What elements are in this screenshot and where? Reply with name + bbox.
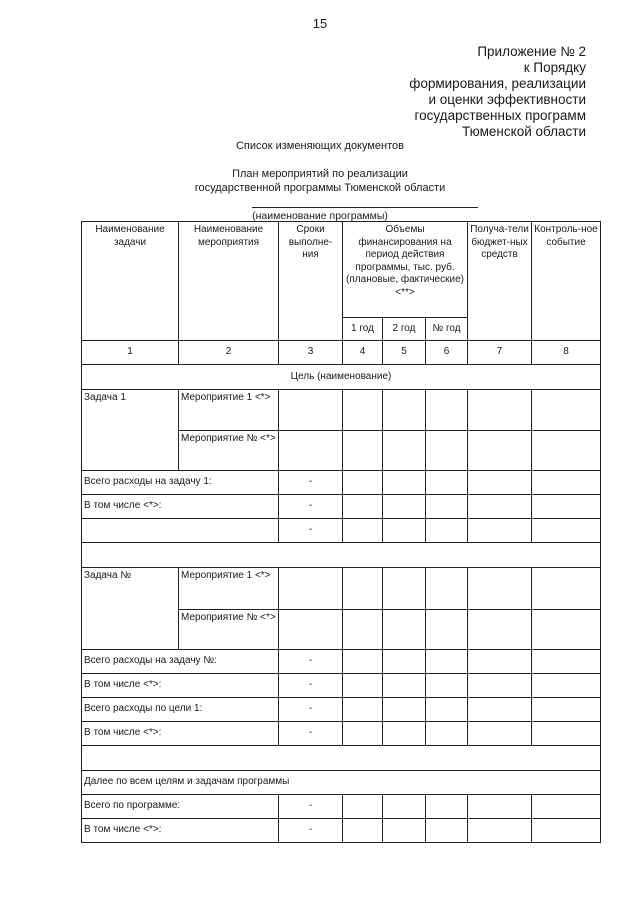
table-cell [426, 722, 468, 746]
table-cell [343, 795, 383, 819]
column-number: 8 [532, 341, 601, 365]
table-cell [532, 471, 601, 495]
table-cell [279, 610, 343, 650]
table-cell [343, 698, 383, 722]
task-1-total: Всего расходы на задачу 1: [82, 471, 279, 495]
task-n-activity-1: Мероприятие 1 <*> [179, 568, 279, 610]
column-number: 6 [426, 341, 468, 365]
spacer-row [82, 746, 601, 771]
table-cell [532, 568, 601, 610]
dash-cell: - [279, 650, 343, 674]
table-cell [383, 674, 426, 698]
dash-cell: - [279, 471, 343, 495]
goal-1-total: Всего расходы по цели 1: [82, 698, 279, 722]
further-goals-row: Далее по всем целям и задачам программы [82, 771, 601, 795]
program-name-caption: (наименование программы) [252, 210, 388, 222]
table-cell [426, 431, 468, 471]
table-cell [343, 390, 383, 431]
table-cell [532, 390, 601, 431]
appendix-line: Тюменской области [462, 124, 586, 139]
column-number: 5 [383, 341, 426, 365]
table-cell [383, 610, 426, 650]
column-number: 7 [468, 341, 532, 365]
table-cell [426, 819, 468, 843]
table-cell [468, 495, 532, 519]
task-n-activity-n: Мероприятие № <*> [179, 610, 279, 650]
table-cell [383, 568, 426, 610]
table-cell [426, 568, 468, 610]
table-cell [343, 610, 383, 650]
table-cell [532, 519, 601, 543]
dash-cell: - [279, 674, 343, 698]
table-cell [426, 519, 468, 543]
plan-title-line: План мероприятий по реализации [232, 168, 408, 180]
table-cell [426, 495, 468, 519]
table-cell [426, 610, 468, 650]
table-cell [279, 390, 343, 431]
table-cell [468, 722, 532, 746]
table-cell [343, 431, 383, 471]
appendix-line: государственных программ [414, 108, 586, 123]
appendix-heading [409, 44, 586, 140]
table-cell [383, 390, 426, 431]
header-task: Наименование задачи [82, 222, 179, 341]
table-cell [532, 650, 601, 674]
header-year: № год [426, 318, 468, 341]
table-cell [426, 795, 468, 819]
task-n-including: В том числе <*>: [82, 674, 279, 698]
dash-cell: - [279, 698, 343, 722]
table-cell [468, 650, 532, 674]
table-cell [343, 819, 383, 843]
table-cell [383, 650, 426, 674]
table-cell [468, 795, 532, 819]
table-cell [468, 431, 532, 471]
column-number: 1 [82, 341, 179, 365]
table-cell [343, 722, 383, 746]
header-control: Контроль-ное событие [532, 222, 601, 341]
appendix-line: к Порядку [523, 60, 586, 75]
task-1-activity-1: Мероприятие 1 <*> [179, 390, 279, 431]
goal-row: Цель (наименование) [82, 365, 601, 390]
table-cell [383, 519, 426, 543]
header-funding: Объемы финансирования на период действия программы, тыс. руб. (плановые, фактические) <**> [343, 222, 468, 318]
table-cell [468, 519, 532, 543]
task-1-activity-n: Мероприятие № <*> [179, 431, 279, 471]
table-cell [343, 568, 383, 610]
activity-plan-table [81, 221, 601, 843]
plan-title [0, 167, 640, 195]
table-cell [279, 568, 343, 610]
table-cell [343, 674, 383, 698]
task-1-including: В том числе <*>: [82, 495, 279, 519]
table-cell [468, 674, 532, 698]
table-cell [383, 495, 426, 519]
table-cell [532, 431, 601, 471]
dash-cell: - [279, 795, 343, 819]
program-total: Всего по программе: [82, 795, 279, 819]
dash-cell: - [279, 495, 343, 519]
task-n-total: Всего расходы на задачу №: [82, 650, 279, 674]
header-year: 1 год [343, 318, 383, 341]
table-cell [468, 568, 532, 610]
task-1-name: Задача 1 [82, 390, 179, 471]
table-cell [383, 722, 426, 746]
program-including: В том числе <*>: [82, 819, 279, 843]
table-cell [343, 495, 383, 519]
plan-title-line: государственной программы Тюменской области [194, 182, 446, 194]
column-number: 3 [279, 341, 343, 365]
table-cell [532, 795, 601, 819]
dash-cell: - [279, 519, 343, 543]
dash-cell: - [279, 819, 343, 843]
table-cell [383, 431, 426, 471]
table-cell [532, 819, 601, 843]
appendix-line: формирования, реализации [409, 76, 586, 91]
table-cell [82, 519, 279, 543]
table-cell [279, 431, 343, 471]
table-cell [343, 519, 383, 543]
table-cell [468, 471, 532, 495]
table-cell [343, 471, 383, 495]
header-deadline: Сроки выполне-ния [279, 222, 343, 341]
header-activity: Наименование мероприятия [179, 222, 279, 341]
spacer-row [82, 543, 601, 568]
table-cell [468, 698, 532, 722]
appendix-line: и оценки эффективности [428, 92, 586, 107]
appendix-line: Приложение № 2 [477, 44, 586, 59]
table-cell [426, 390, 468, 431]
table-cell [532, 610, 601, 650]
page-number: 15 [312, 16, 328, 31]
changes-list-link[interactable]: Список изменяющих документов [235, 140, 405, 152]
table-cell [468, 390, 532, 431]
header-recipients: Получа-тели бюджет-ных средств [468, 222, 532, 341]
table-cell [468, 819, 532, 843]
column-number: 4 [343, 341, 383, 365]
goal-1-including: В том числе <*>: [82, 722, 279, 746]
table-cell [383, 819, 426, 843]
task-n-name: Задача № [82, 568, 179, 650]
dash-cell: - [279, 722, 343, 746]
table-cell [383, 471, 426, 495]
table-cell [468, 610, 532, 650]
table-cell [343, 650, 383, 674]
table-cell [383, 698, 426, 722]
table-cell [532, 674, 601, 698]
table-cell [426, 471, 468, 495]
table-cell [532, 495, 601, 519]
column-number: 2 [179, 341, 279, 365]
table-cell [383, 795, 426, 819]
table-cell [426, 674, 468, 698]
table-cell [532, 722, 601, 746]
header-year: 2 год [383, 318, 426, 341]
program-name-rule [252, 207, 478, 208]
table-cell [532, 698, 601, 722]
table-cell [426, 698, 468, 722]
table-cell [426, 650, 468, 674]
